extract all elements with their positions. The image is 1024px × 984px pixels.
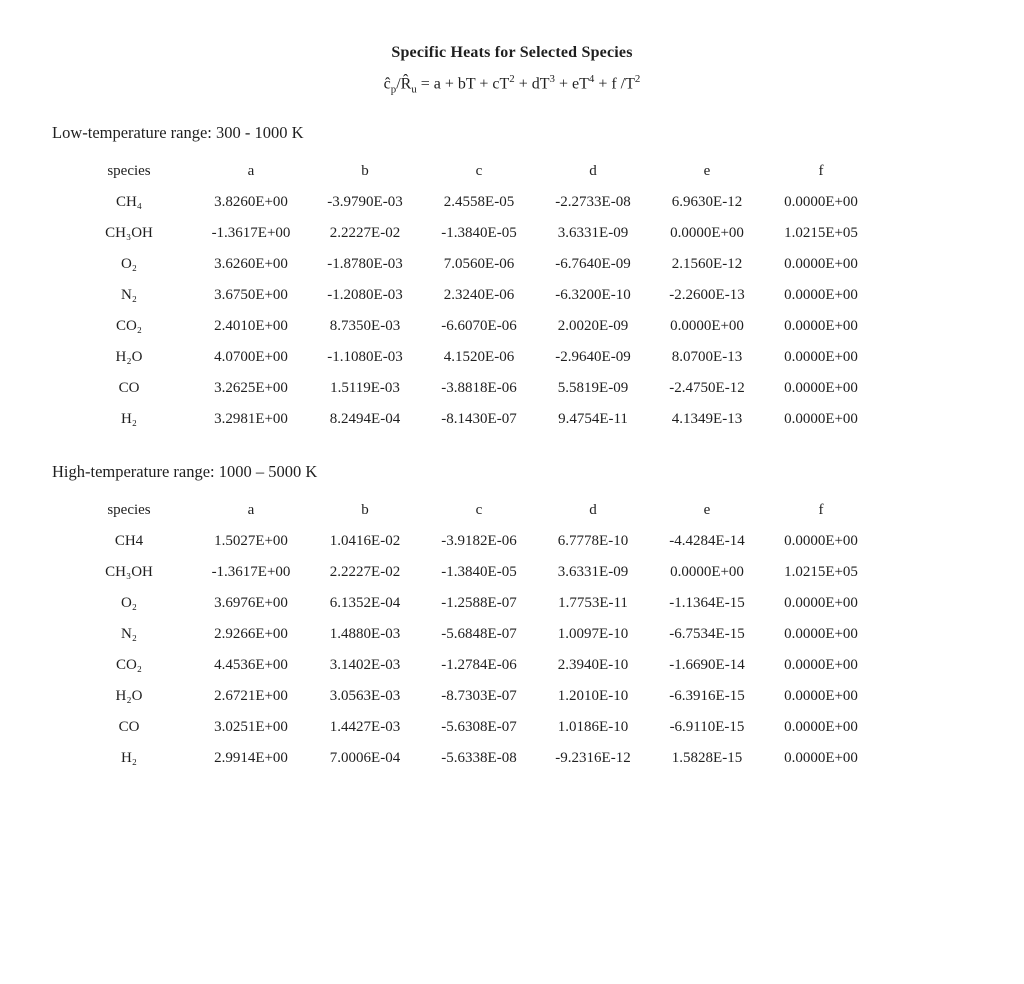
coefficient-cell: -6.6070E-06 xyxy=(441,317,517,334)
column-header: species xyxy=(107,162,151,179)
species-cell: CH₃OH xyxy=(105,563,153,580)
species-cell: CO₂ xyxy=(115,656,143,673)
species-cell: H₂O xyxy=(115,687,143,704)
coefficient-cell: 3.1402E-03 xyxy=(329,656,401,673)
column-header: f xyxy=(818,501,824,518)
coefficient-cell: -2.2733E-08 xyxy=(555,193,631,210)
coefficient-cell: 8.0700E-13 xyxy=(671,348,743,365)
coefficient-cell: -1.2080E-03 xyxy=(327,286,403,303)
header-row xyxy=(64,156,878,187)
coefficient-cell: 0.0000E+00 xyxy=(784,410,858,427)
species-cell: H₂ xyxy=(120,410,138,427)
coefficient-cell: -1.6690E-14 xyxy=(669,656,745,673)
coefficient-cell: 4.1349E-13 xyxy=(671,410,743,427)
page-title: Specific Heats for Selected Species xyxy=(391,44,633,61)
coefficient-cell: 2.3940E-10 xyxy=(557,656,629,673)
species-cell: N₂ xyxy=(120,625,138,642)
coefficient-cell: 1.0215E+05 xyxy=(784,224,858,241)
formula-token: u xyxy=(411,83,417,96)
coefficient-cell: -6.9110E-15 xyxy=(669,718,745,735)
coefficient-cell: -8.1430E-07 xyxy=(441,410,517,427)
coefficient-cell: -4.4284E-14 xyxy=(669,532,745,549)
table-row xyxy=(64,342,878,373)
coefficient-cell: 4.0700E+00 xyxy=(214,348,288,365)
coefficient-cell: 0.0000E+00 xyxy=(670,563,744,580)
species-cell: CH₃OH xyxy=(105,224,153,241)
coefficient-cell: 1.0097E-10 xyxy=(557,625,629,642)
coefficient-cell: 2.6721E+00 xyxy=(214,687,288,704)
table-row xyxy=(64,249,878,280)
coefficient-cell: 0.0000E+00 xyxy=(784,687,858,704)
coefficient-cell: 7.0006E-04 xyxy=(329,749,401,766)
coefficient-cell: 8.7350E-03 xyxy=(329,317,401,334)
coefficient-cell: -5.6338E-08 xyxy=(441,749,517,766)
coefficient-cell: 0.0000E+00 xyxy=(784,532,858,549)
coefficient-cell: 1.0416E-02 xyxy=(329,532,401,549)
coefficient-cell: 0.0000E+00 xyxy=(784,625,858,642)
formula-token: + f /T xyxy=(594,75,635,93)
coefficient-cell: 0.0000E+00 xyxy=(784,286,858,303)
column-header: c xyxy=(475,501,483,518)
low-temp-table xyxy=(64,156,878,435)
formula-token: = a + bT + cT xyxy=(416,75,510,93)
coefficient-cell: -2.4750E-12 xyxy=(669,379,745,396)
coefficient-cell: 4.1520E-06 xyxy=(443,348,515,365)
coefficient-cell: -6.3916E-15 xyxy=(669,687,745,704)
coefficient-cell: 2.9266E+00 xyxy=(214,625,288,642)
species-cell: H₂ xyxy=(120,749,138,766)
coefficient-cell: 3.8260E+00 xyxy=(214,193,288,210)
high-temp-range-heading: High-temperature range: 1000 – 5000 K xyxy=(52,461,318,481)
coefficient-cell: 0.0000E+00 xyxy=(784,749,858,766)
column-header: b xyxy=(361,501,369,518)
coefficient-cell: 0.0000E+00 xyxy=(784,193,858,210)
coefficient-cell: 6.1352E-04 xyxy=(329,594,401,611)
coefficient-cell: 0.0000E+00 xyxy=(670,224,744,241)
coefficient-cell: -6.3200E-10 xyxy=(555,286,631,303)
coefficient-cell: 1.0186E-10 xyxy=(557,718,629,735)
species-cell: O₂ xyxy=(120,255,138,272)
coefficient-cell: 0.0000E+00 xyxy=(670,317,744,334)
coefficient-cell: 2.2227E-02 xyxy=(329,563,401,580)
coefficient-cell: 5.5819E-09 xyxy=(557,379,629,396)
coefficient-cell: 1.5119E-03 xyxy=(330,379,400,396)
coefficient-cell: -5.6308E-07 xyxy=(441,718,517,735)
coefficient-cell: -5.6848E-07 xyxy=(441,625,517,642)
formula-token: p xyxy=(390,83,397,96)
formula-token: 2 xyxy=(634,73,641,85)
coefficient-cell: 2.3240E-06 xyxy=(443,286,515,303)
coefficient-cell: -1.2588E-07 xyxy=(441,594,517,611)
coefficient-cell: 1.4880E-03 xyxy=(329,625,401,642)
coefficient-cell: 3.6750E+00 xyxy=(214,286,288,303)
coefficient-cell: -3.9182E-06 xyxy=(441,532,517,549)
coefficient-cell: 3.6976E+00 xyxy=(214,594,288,611)
formula-token: + eT xyxy=(554,75,589,93)
table-row xyxy=(64,218,878,249)
table-row xyxy=(64,526,878,557)
table-row xyxy=(64,404,878,435)
table-row xyxy=(64,187,878,218)
column-header: b xyxy=(361,162,369,179)
formula-token: 4 xyxy=(588,73,595,85)
coefficient-cell: 3.6331E-09 xyxy=(557,563,629,580)
coefficient-cell: -3.9790E-03 xyxy=(327,193,403,210)
column-header: d xyxy=(589,162,597,179)
species-cell: CH₄ xyxy=(115,193,143,210)
table-row xyxy=(64,588,878,619)
species-cell: H₂O xyxy=(115,348,143,365)
coefficient-cell: -1.3617E+00 xyxy=(211,224,291,241)
table-row xyxy=(64,743,878,774)
coefficient-cell: 3.6260E+00 xyxy=(214,255,288,272)
coefficient-cell: -1.3617E+00 xyxy=(211,563,291,580)
coefficient-cell: 1.2010E-10 xyxy=(557,687,629,704)
coefficient-cell: 2.9914E+00 xyxy=(214,749,288,766)
table-row xyxy=(64,311,878,342)
column-header: c xyxy=(475,162,483,179)
coefficient-cell: 1.5828E-15 xyxy=(671,749,743,766)
coefficient-cell: 0.0000E+00 xyxy=(784,594,858,611)
coefficient-cell: 0.0000E+00 xyxy=(784,379,858,396)
coefficient-cell: 0.0000E+00 xyxy=(784,718,858,735)
coefficient-cell: 0.0000E+00 xyxy=(784,255,858,272)
coefficient-cell: 3.2625E+00 xyxy=(214,379,288,396)
coefficient-cell: 2.1560E-12 xyxy=(671,255,743,272)
species-cell: CH4 xyxy=(114,532,144,549)
coefficient-cell: -1.3840E-05 xyxy=(441,563,517,580)
coefficient-cell: 2.4010E+00 xyxy=(214,317,288,334)
coefficient-cell: 1.4427E-03 xyxy=(329,718,401,735)
formula-token: ĉ xyxy=(383,75,391,93)
table-row xyxy=(64,280,878,311)
coefficient-cell: -6.7640E-09 xyxy=(555,255,631,272)
species-cell: CO xyxy=(118,379,140,396)
specific-heat-formula xyxy=(52,73,972,96)
coefficient-cell: 0.0000E+00 xyxy=(784,348,858,365)
coefficient-cell: 2.0020E-09 xyxy=(557,317,629,334)
species-cell: O₂ xyxy=(120,594,138,611)
table-row xyxy=(64,681,878,712)
formula-token: + dT xyxy=(514,75,550,93)
high-temp-table xyxy=(64,495,878,774)
coefficient-cell: -1.1364E-15 xyxy=(669,594,745,611)
coefficient-cell: 1.0215E+05 xyxy=(784,563,858,580)
low-temp-range-heading: Low-temperature range: 300 - 1000 K xyxy=(52,122,304,142)
coefficient-cell: -6.7534E-15 xyxy=(669,625,745,642)
formula-token: 2 xyxy=(509,73,515,85)
coefficient-cell: 0.0000E+00 xyxy=(784,317,858,334)
coefficient-cell: -2.2600E-13 xyxy=(669,286,745,303)
coefficient-cell: 9.4754E-11 xyxy=(558,410,628,427)
table-row xyxy=(64,619,878,650)
coefficient-cell: 1.5027E+00 xyxy=(214,532,288,549)
coefficient-cell: 6.7778E-10 xyxy=(557,532,629,549)
species-cell: N₂ xyxy=(120,286,138,303)
table-row xyxy=(64,650,878,681)
column-header: a xyxy=(247,162,255,179)
column-header: f xyxy=(818,162,824,179)
species-cell: CO xyxy=(118,718,140,735)
table-row xyxy=(64,557,878,588)
coefficient-cell: 2.2227E-02 xyxy=(329,224,401,241)
column-header: species xyxy=(107,501,151,518)
coefficient-cell: 2.4558E-05 xyxy=(443,193,515,210)
column-header: e xyxy=(703,501,711,518)
coefficient-cell: 3.0251E+00 xyxy=(214,718,288,735)
species-cell: CO₂ xyxy=(115,317,143,334)
column-header: d xyxy=(589,501,597,518)
coefficient-cell: 4.4536E+00 xyxy=(214,656,288,673)
coefficient-cell: -1.8780E-03 xyxy=(327,255,403,272)
column-header: a xyxy=(247,501,255,518)
coefficient-cell: -1.1080E-03 xyxy=(327,348,403,365)
coefficient-cell: 0.0000E+00 xyxy=(784,656,858,673)
table-row xyxy=(64,373,878,404)
coefficient-cell: -9.2316E-12 xyxy=(555,749,631,766)
coefficient-cell: 7.0560E-06 xyxy=(443,255,515,272)
column-header: e xyxy=(703,162,711,179)
formula-token: / xyxy=(396,75,401,93)
coefficient-cell: -8.7303E-07 xyxy=(441,687,517,704)
coefficient-cell: 3.2981E+00 xyxy=(214,410,288,427)
coefficient-cell: -1.3840E-05 xyxy=(441,224,517,241)
header-row xyxy=(64,495,878,526)
table-row xyxy=(64,712,878,743)
coefficient-cell: -1.2784E-06 xyxy=(441,656,517,673)
coefficient-cell: 6.9630E-12 xyxy=(671,193,743,210)
formula-token: 3 xyxy=(549,73,555,85)
coefficient-cell: 3.6331E-09 xyxy=(557,224,629,241)
coefficient-cell: 8.2494E-04 xyxy=(329,410,401,427)
coefficient-cell: -2.9640E-09 xyxy=(555,348,631,365)
formula-token: R̂ xyxy=(400,75,412,93)
coefficient-cell: 1.7753E-11 xyxy=(558,594,628,611)
coefficient-cell: 3.0563E-03 xyxy=(329,687,401,704)
coefficient-cell: -3.8818E-06 xyxy=(441,379,517,396)
